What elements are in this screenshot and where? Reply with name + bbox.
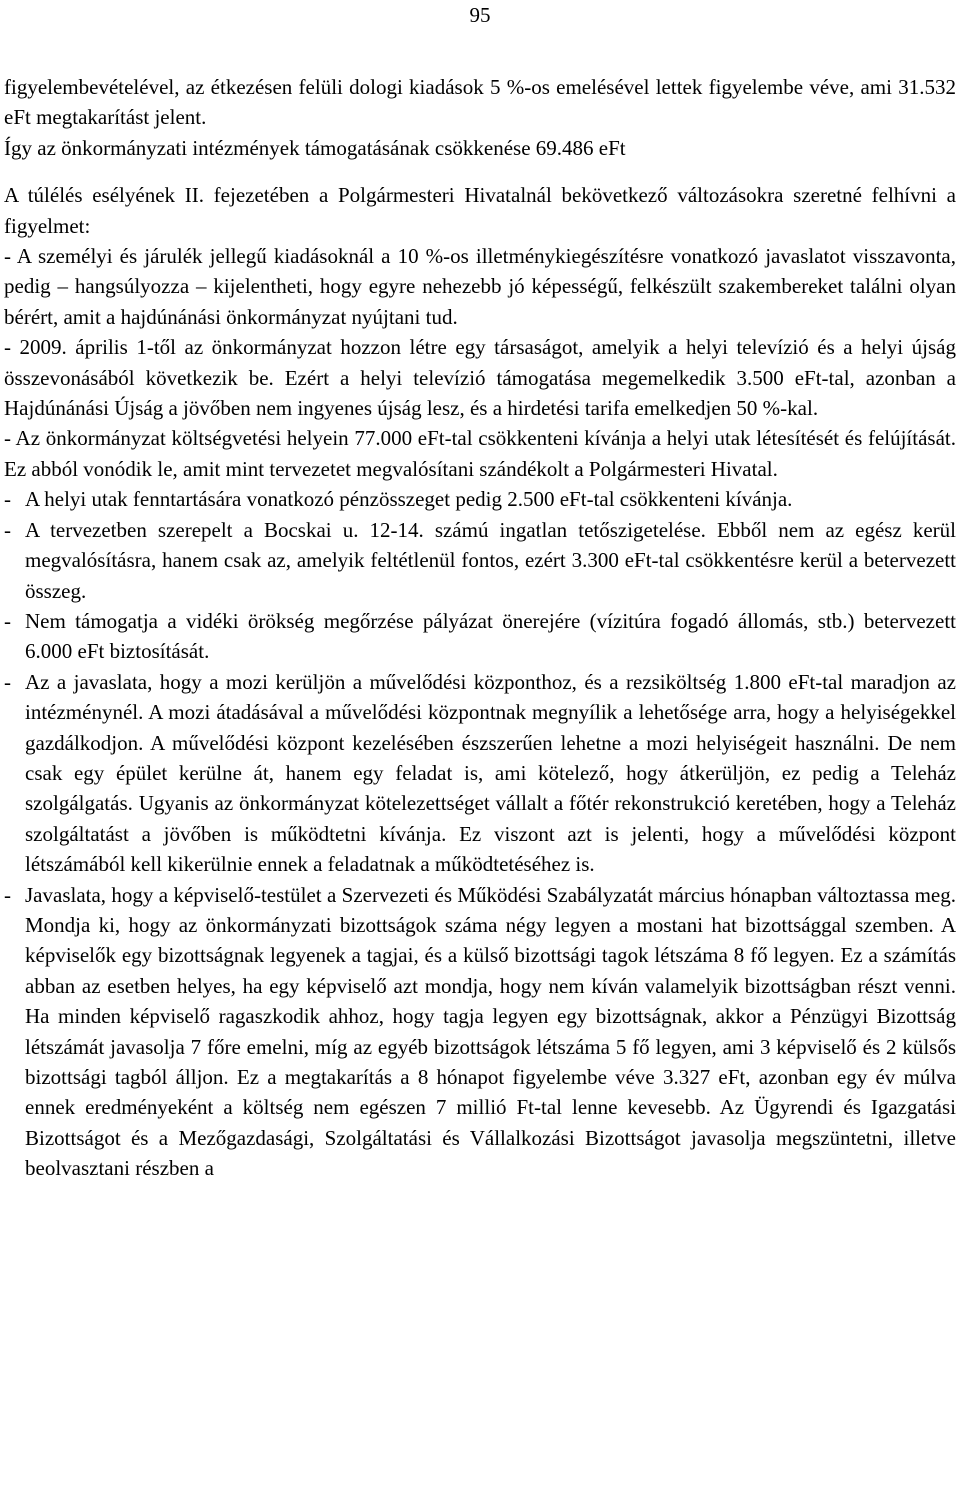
intro-paragraph: figyelembevételével, az étkezésen felüli dologi kiadások 5 %-os emelésével lettek figyelembe véve, ami 31.532 eFt megtakarítást jelent. (4, 75, 956, 130)
list-item-text: Nem támogatja a vidéki örökség megőrzése pályázat önerejére (vízitúra fogadó állomás, stb.) betervezett 6.000 eFt biztosítását. (25, 608, 956, 664)
list-item (4, 515, 956, 606)
list-dash: - (4, 517, 11, 542)
list-item-text: Javaslata, hogy a képviselő-testület a Szervezeti és Működési Szabályzatát március hónapban változtassa meg. Mondja ki, hogy az önkormányzati bizottságok száma négy legyen a mostani hat bizottsággal szemben. A képviselők egy bizottságnak legyenek a tagjai, és a külső bizottsági tagok létszáma 8 fő legyen. Ez a számítás abban az esetben helyes, ha egy képviselő azt mondja, hogy nem kíván valamelyik bizottságban részt venni. Ha minden képviselő ragaszkodik ahhoz, hogy tagja legyen egy bizottságnak, akkor a Pénzügyi Bizottság létszámát javasolja 7 főre emelni, míg az egyéb bizottságok létszáma 5 fő legyen, ami 3 képviselő és 2 külsős bizottsági tagból álljon. Ez a megtakarítás a 8 hónapot figyelembe véve 3.327 eFt, azonban egy év múlva ennek eredményeként a költség nem egészen 7 millió Ft-tal lenne kevesebb. Az Ügyrendi és Igazgatási Bizottságot és a Mezőgazdasági, Szolgáltatási és Vállalkozási Bizottságot javasolja megszüntetni, illetve beolvasztani részben a (25, 882, 956, 1181)
list-item (4, 880, 956, 1184)
list-item-text: Az önkormányzat költségvetési helyein 77.000 eFt-tal csökkenteni kívánja a helyi utak létesítését és felújítását. Ez abból vonódik le, amit mint tervezetet megvalósítani szándékolt a Polgármesteri Hivatal. (4, 426, 956, 481)
list-dash: - (4, 487, 11, 512)
page-number: 95 (469, 3, 491, 27)
list-item-text: A személyi és járulék jellegű kiadásoknál a 10 %-os illetménykiegészítésre vonatkozó javaslatot visszavonta, pedig – hangsúlyozza – kijelentheti, hogy egyre nehezebb jó képességű, felkészült szakembereket találni olyan bérért, amit a hajdúnánási önkormányzat nyújtani tud. (4, 244, 956, 329)
list-item (4, 423, 956, 484)
list-dash: - (4, 608, 11, 633)
list-item (4, 667, 956, 880)
paragraph-spacer (4, 163, 956, 180)
list-dash: - (4, 244, 17, 269)
list-dash: - (4, 882, 11, 907)
list-item (4, 606, 956, 667)
list-item-text: A tervezetben szerepelt a Bocskai u. 12-14. számú ingatlan tetőszigetelése. Ebből nem az egész kerül megvalósításra, hanem csak az, amelyik feltétlenül fontos, ezért 3.300 eFt-tal csökkentésre kerül a betervezett összeg. (25, 517, 956, 603)
document-body (4, 72, 956, 1184)
list-item-text: Az a javaslata, hogy a mozi kerüljön a művelődési központhoz, és a rezsiköltség 1.800 eFt-tal maradjon az intézménynél. A mozi átadásával a művelődési központnak megnyílik a lehetősége arra, hogy a helyiségekkel gazdálkodjon. A művelődési központ kezelésében észszerűen lehetne a mozi helyiségeit használni. De nem csak egy épület kerülne át, hanem egy feladat is, ami kötelező, hogy átkerüljön, ez pedig a Teleház szolgálgatás. Ugyanis az önkormányzat kötelezettséget vállalt a főtér rekonstrukció keretében, hogy a Teleház szolgáltatást a jövőben is működtetni kívánja. Ez viszont azt is jelenti, hogy a művelődési központ létszámából kell kikerülnie ennek a feladatnak a működtetéséhez is. (25, 669, 956, 877)
list-item (4, 332, 956, 423)
list-item (4, 241, 956, 332)
list-dash: - (4, 335, 20, 360)
list-item-text: A helyi utak fenntartására vonatkozó pénzösszeget pedig 2.500 eFt-tal csökkenteni kívánja. (25, 487, 793, 512)
list-item-text: 2009. április 1-től az önkormányzat hozzon létre egy társaságot, amelyik a helyi televízió és a helyi újság összevonásából következik be. Ezért a helyi televízió támogatása megemelkedik 3.500 eFt-tal, azonban a Hajdúnánási Újság a jövőben nem ingyenes újság lesz, és a hirdetési tarifa emelkedjen 50 %-kal. (4, 335, 956, 421)
list-item (4, 484, 956, 514)
list-dash: - (4, 669, 11, 694)
list-dash: - (4, 426, 16, 451)
summary-line: Így az önkormányzati intézmények támogatásának csökkenése 69.486 eFt (4, 135, 626, 160)
chapter-intro-paragraph: A túlélés esélyének II. fejezetében a Polgármesteri Hivatalnál bekövetkező változásokra szeretné felhívni a figyelmet: (4, 183, 956, 238)
